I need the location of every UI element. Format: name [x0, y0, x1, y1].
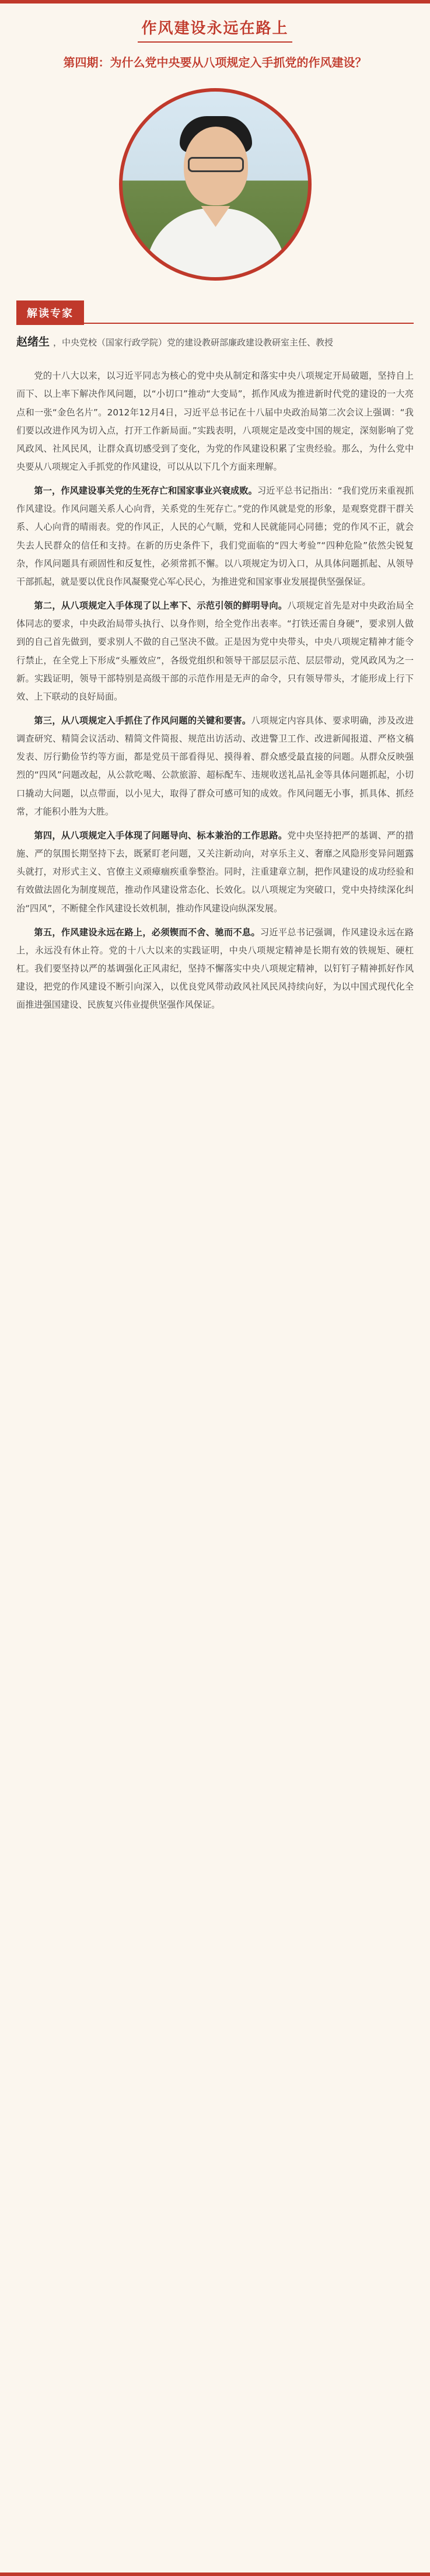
expert-name: 赵绪生	[16, 335, 50, 348]
title-block	[0, 4, 430, 72]
paragraph-text: 习近平总书记指出：“我们党历来重视抓作风建设。作风问题关系人心向背，关系党的生死存亡。”党的作风就是党的形象，是观察党群干群关系、人心向背的晴雨表。党的作风正，人民的心气顺，党和人民就能同心同德；党的作风不正，就会失去人民群众的信任和支持。在新的历史条件下，我们党面临的“四大考验”“四种危险”依然尖锐复杂，作风问题具有顽固性和反复性，必须常抓不懈。以八项规定为切入口，从具体问题抓起、从领导干部抓起，就是要以优良作风凝聚党心军心民心，为推进党和国家事业发展提供坚强保证。	[16, 485, 414, 587]
portrait-glasses	[188, 157, 244, 172]
paragraph	[16, 367, 414, 476]
expert-info	[16, 332, 414, 352]
paragraph-lead: 第四，从八项规定入手体现了问题导向、标本兼治的工作思路。	[34, 830, 288, 841]
paragraph-lead: 第三，从八项规定入手抓住了作风问题的关键和要害。	[34, 715, 251, 726]
paragraph	[16, 597, 414, 706]
paragraph-lead: 第一，作风建设事关党的生死存亡和国家事业兴衰成败。	[34, 485, 257, 497]
expert-portrait	[119, 88, 312, 281]
expert-title: ，中央党校（国家行政学院）党的建设教研部廉政建设教研室主任、教授	[53, 337, 334, 348]
photo-wrap	[0, 88, 430, 281]
paragraph	[16, 482, 414, 591]
paragraph	[16, 827, 414, 918]
paragraph-lead: 第二，从八项规定入手体现了以上率下、示范引领的鲜明导向。	[34, 600, 288, 611]
article-title: 第四期：为什么党中央要从八项规定入手抓党的作风建设？	[63, 55, 367, 69]
expert-badge: 解读专家	[16, 300, 84, 325]
article-content	[16, 367, 414, 1014]
expert-section	[16, 300, 414, 352]
paragraph-text: 八项规定内容具体、要求明确，涉及改进调查研究、精简会议活动、精简文件简报、规范出访活动、改进警卫工作、改进新闻报道、严格文稿发表、厉行勤俭节约等方面，都是党员干部看得见、摸得着、群众感受最直接的问题。从群众反映强烈的“四风”问题改起，从公款吃喝、公款旅游、超标配车、违规收送礼品礼金等具体问题抓起，小切口撬动大问题，以点带面，以小见大，取得了群众可感可知的成效。作风问题无小事，抓具体、抓经常，才能积小胜为大胜。	[16, 715, 414, 817]
paragraph	[16, 712, 414, 821]
paragraph	[16, 924, 414, 1015]
paragraph-text: 党中央坚持把严的基调、严的措施、严的氛围长期坚持下去，既紧盯老问题，又关注新动向，对享乐主义、奢靡之风隐形变异问题露头就打，对形式主义、官僚主义顽瘴痼疾重拳整治。同时，注重建章立制，把作风建设的成功经验和有效做法固化为制度规范，推动作风建设常态化、长效化。以八项规定为突破口，党中央持续深化纠治“四风”，不断健全作风建设长效机制，推动作风建设向纵深发展。	[16, 830, 414, 914]
series-title: 作风建设永远在路上	[138, 16, 292, 43]
paragraph-lead: 第五，作风建设永远在路上，必须锲而不舍、驰而不息。	[34, 927, 260, 938]
expert-header	[16, 300, 414, 324]
paragraph-text: 八项规定首先是对中央政治局全体同志的要求，中央政治局带头执行、以身作则，给全党作出表率。“打铁还需自身硬”，要求别人做到的自己首先做到，要求别人不做的自己坚决不做。正是因为党中央带头，中央八项规定精神才能令行禁止，在全党上下形成“头雁效应”，各级党组织和领导干部层层示范、层层带动，党风政风为之一新。实践证明，领导干部特别是高级干部的示范作用是无声的命令，只有领导带头，才能形成上行下效、上下联动的良好局面。	[16, 600, 414, 702]
paragraph-text: 党的十八大以来，以习近平同志为核心的党中央从制定和落实中央八项规定开局破题，坚持自上而下、以上率下解决作风问题，以“小切口”推动“大变局”，抓作风成为推进新时代党的建设的一大亮点和一张“金色名片”。2012年12月4日，习近平总书记在十八届中央政治局第二次会议上强调：“我们要以改进作风为切入点，打开工作新局面。”实践表明，八项规定是改变中国的规定，深刻影响了党风政风、社风民风，让群众真切感受到了变化，为党的作风建设积累了宝贵经验。那么，为什么党中央要从八项规定入手抓党的作风建设，可以从以下几个方面来理解。	[16, 371, 414, 472]
paragraph-text: 习近平总书记强调，作风建设永远在路上，永远没有休止符。党的十八大以来的实践证明，中央八项规定精神是长期有效的铁规矩、硬杠杠。我们要坚持以严的基调强化正风肃纪，坚持不懈落实中央八项规定精神，以钉钉子精神抓好作风建设，把党的作风建设不断引向深入，以优良党风带动政风社风民风持续向好，为以中国式现代化全面推进强国建设、民族复兴伟业提供坚强作风保证。	[16, 927, 414, 1011]
bottom-border	[0, 2572, 430, 2576]
